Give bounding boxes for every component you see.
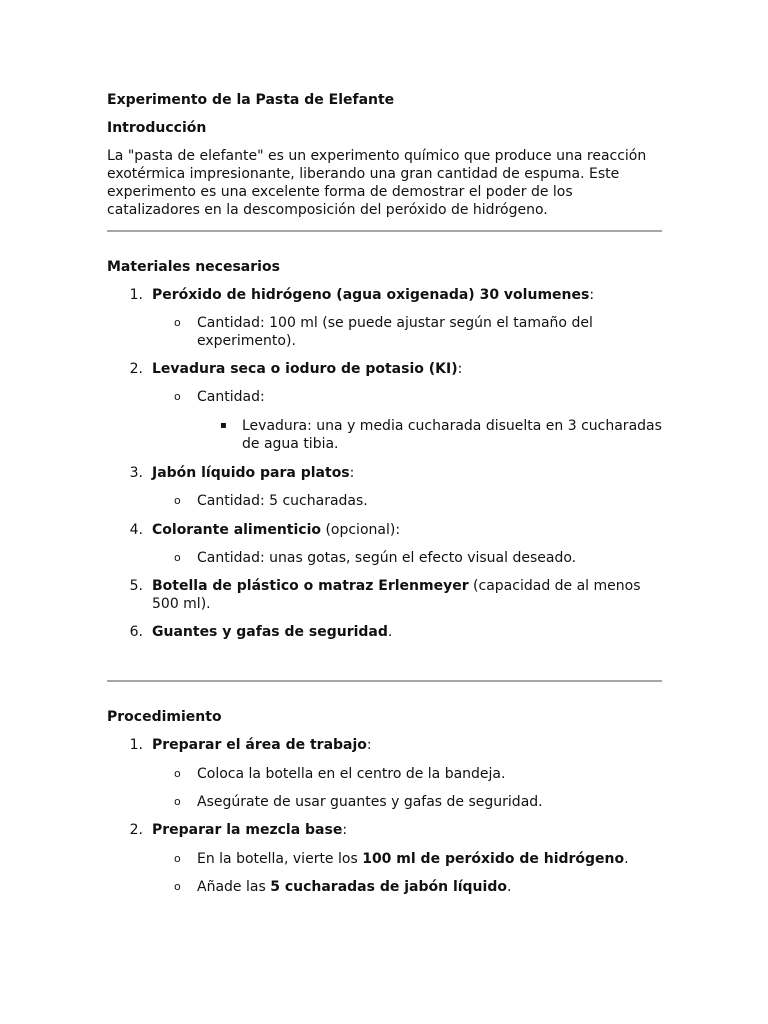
intro-heading: Introducción [107, 120, 207, 136]
step-sub-item [197, 878, 662, 896]
intro-line: La "pasta de elefante" es un experimento químico que produce una reacción [107, 148, 647, 164]
step-suffix: : [366, 737, 372, 753]
square-bullet-icon: ▪ [220, 420, 227, 431]
material-suffix: (opcional): [321, 522, 401, 538]
procedure-heading: Procedimiento [107, 709, 222, 725]
sub-text: . [506, 879, 512, 895]
material-name: Guantes y gafas de seguridad [152, 624, 388, 640]
circle-bullet-icon: o [174, 494, 181, 507]
material-suffix: : [349, 465, 355, 481]
material-name: Colorante alimenticio [152, 522, 321, 538]
list-number: 1. [129, 287, 143, 303]
material-item [152, 521, 662, 539]
intro-line: experimento es una excelente forma de demostrar el poder de los [107, 184, 573, 200]
divider [107, 230, 662, 232]
circle-bullet-icon: o [174, 795, 181, 808]
material-suffix: : [457, 361, 463, 377]
material-name: Levadura seca o ioduro de potasio (KI) [152, 361, 458, 377]
circle-bullet-icon: o [174, 316, 181, 329]
material-suffix: . [387, 624, 393, 640]
circle-bullet-icon: o [174, 551, 181, 564]
circle-bullet-icon: o [174, 880, 181, 893]
circle-bullet-icon: o [174, 390, 181, 403]
divider [107, 680, 662, 682]
sub-item-text: Cantidad: 5 cucharadas. [197, 493, 368, 509]
sub-text: . [624, 851, 629, 867]
materials-heading: Materiales necesarios [107, 259, 280, 275]
sub-item-text: Cantidad: [197, 389, 265, 405]
document-title: Experimento de la Pasta de Elefante [107, 92, 395, 108]
material-name: Jabón líquido para platos [152, 465, 350, 481]
circle-bullet-icon: o [174, 767, 181, 780]
material-item [152, 464, 662, 482]
procedure-step [152, 736, 662, 754]
step-title: Preparar el área de trabajo [152, 737, 367, 753]
procedure-step [152, 821, 662, 839]
material-name: Botella de plástico o matraz Erlenmeyer [152, 578, 469, 594]
intro-line: exotérmica impresionante, liberando una gran cantidad de espuma. Este [107, 166, 620, 182]
list-number: 1. [129, 737, 143, 753]
sub-text: Añade las [197, 879, 271, 895]
sub-bold-text: 5 cucharadas de jabón líquido [270, 879, 507, 895]
list-number: 5. [129, 578, 143, 594]
sub-item-text: experimento). [197, 333, 296, 349]
step-sub-item [197, 850, 662, 868]
material-item-continuation: 500 ml). [152, 596, 211, 612]
sub-item-text: Cantidad: unas gotas, según el efecto visual deseado. [197, 550, 577, 566]
step-sub-item: Coloca la botella en el centro de la bandeja. [197, 766, 506, 782]
material-item [152, 577, 662, 595]
list-number: 3. [129, 465, 143, 481]
list-number: 2. [129, 361, 143, 377]
sub-sub-item-text: Levadura: una y media cucharada disuelta en 3 cucharadas [242, 418, 662, 434]
step-sub-item: Asegúrate de usar guantes y gafas de seguridad. [197, 794, 543, 810]
sub-text: En la botella, vierte los [197, 851, 363, 867]
list-number: 2. [129, 822, 143, 838]
material-item [152, 623, 662, 641]
step-title: Preparar la mezcla base [152, 822, 343, 838]
material-name: Peróxido de hidrógeno (agua oxigenada) 30 volumenes [152, 287, 590, 303]
list-number: 4. [129, 522, 143, 538]
material-suffix: (capacidad de al menos [468, 578, 641, 594]
list-number: 6. [129, 624, 143, 640]
material-suffix: : [589, 287, 595, 303]
intro-line: catalizadores en la descomposición del peróxido de hidrógeno. [107, 202, 548, 218]
sub-item-text: Cantidad: 100 ml (se puede ajustar según el tamaño del [197, 315, 593, 331]
material-item [152, 360, 662, 378]
sub-sub-item-text: de agua tibia. [242, 436, 339, 452]
step-suffix: : [342, 822, 348, 838]
circle-bullet-icon: o [174, 852, 181, 865]
material-item [152, 286, 662, 304]
sub-bold-text: 100 ml de peróxido de hidrógeno [362, 851, 625, 867]
